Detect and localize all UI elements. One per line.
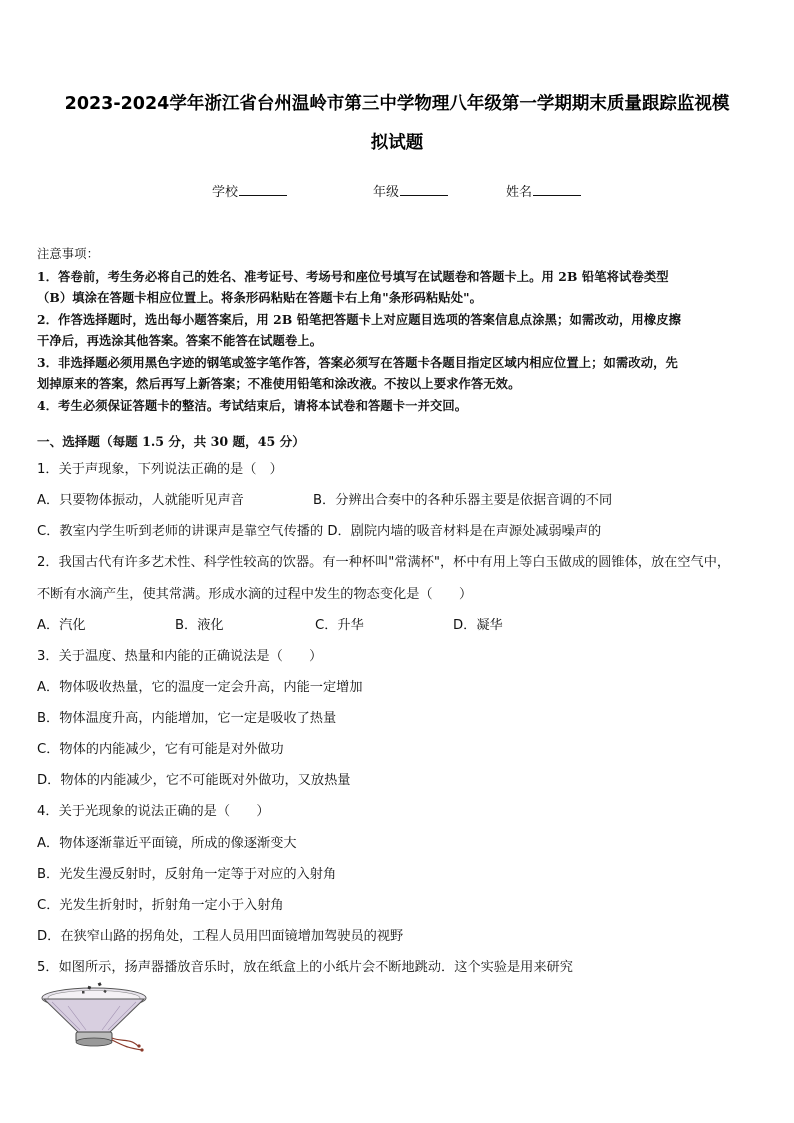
question-3-option-d: D．物体的内能减少，它不可能既对外做功，又放热量 — [37, 773, 351, 788]
speaker-figure — [38, 980, 150, 1056]
notes-block — [37, 244, 757, 416]
question-2-option-b: B．液化 — [175, 618, 224, 633]
question-4-option-b: B．光发生漫反射时，反射角一定等于对应的入射角 — [37, 867, 337, 882]
question-3-stem: 3．关于温度、热量和内能的正确说法是（ ） — [37, 649, 323, 664]
question-3-option-c: C．物体的内能减少，它有可能是对外做功 — [37, 742, 284, 757]
question-1-option-c-d: C．教室内学生听到老师的讲课声是靠空气传播的 D．剧院内墙的吸音材料是在声源处减弱噪声的 — [37, 524, 602, 539]
note-line: 2．作答选择题时，选出每小题答案后，用 2B 铅笔把答题卡上对应题目选项的答案信息点涂黑；如需改动，用橡皮擦 — [37, 311, 682, 327]
question-2-stem-line2: 不断有水滴产生，使其常满。形成水滴的过程中发生的物态变化是（ ） — [37, 587, 473, 602]
question-3-option-b: B．物体温度升高，内能增加，它一定是吸收了热量 — [37, 711, 337, 726]
question-4-stem: 4．关于光现象的说法正确的是（ ） — [37, 804, 270, 819]
name-label: 姓名 — [506, 185, 533, 200]
section-heading: 一、选择题（每题 1.5 分，共 30 题，45 分） — [37, 434, 305, 449]
question-2-option-a: A．汽化 — [37, 618, 86, 633]
question-4-option-c: C．光发生折射时，折射角一定小于入射角 — [37, 898, 284, 913]
question-1-stem: 1．关于声现象，下列说法正确的是（ ） — [37, 462, 283, 477]
question-2-option-d: D．凝华 — [453, 618, 503, 633]
grade-blank[interactable] — [400, 183, 448, 196]
note-line: （B）填涂在答题卡相应位置上。将条形码粘贴在答题卡右上角"条形码粘贴处"。 — [37, 290, 483, 305]
exam-title-line2: 拟试题 — [370, 133, 424, 153]
note-line: 1．答卷前，考生务必将自己的姓名、准考证号、考场号和座位号填写在试题卷和答题卡上。用 2B 铅笔将试卷类型 — [37, 268, 669, 284]
note-line: 干净后，再选涂其他答案。答案不能答在试题卷上。 — [37, 333, 323, 348]
school-field[interactable] — [212, 181, 287, 200]
question-4-option-a: A．物体逐渐靠近平面镜，所成的像逐渐变大 — [37, 836, 297, 851]
question-3-option-a: A．物体吸收热量，它的温度一定会升高，内能一定增加 — [37, 680, 363, 695]
notes-header: 注意事项： — [37, 247, 99, 261]
name-field[interactable] — [506, 181, 581, 200]
name-blank[interactable] — [533, 183, 581, 196]
grade-label: 年级 — [373, 185, 400, 200]
school-label: 学校 — [212, 185, 239, 200]
note-line: 3．非选择题必须用黑色字迹的钢笔或签字笔作答，答案必须写在答题卡各题目指定区域内相应位置上；如需改动，先 — [37, 354, 678, 370]
question-5-stem: 5．如图所示，扬声器播放音乐时，放在纸盒上的小纸片会不断地跳动．这个实验是用来研究 — [37, 960, 573, 975]
school-blank[interactable] — [239, 183, 287, 196]
note-line: 4．考生必须保证答题卡的整洁。考试结束后，请将本试卷和答题卡一并交回。 — [37, 397, 468, 413]
question-1-option-b: B．分辨出合奏中的各种乐器主要是依据音调的不同 — [313, 493, 613, 508]
question-4-option-d: D．在狭窄山路的拐角处，工程人员用凹面镜增加驾驶员的视野 — [37, 929, 404, 944]
question-2-stem-line1: 2．我国古代有许多艺术性、科学性较高的饮器。有一种杯叫"常满杯"，杯中有用上等白玉做成的圆锥体，放在空气中， — [37, 555, 731, 570]
note-line: 划掉原来的答案，然后再写上新答案；不准使用铅笔和涂改液。不按以上要求作答无效。 — [37, 376, 521, 391]
grade-field[interactable] — [373, 181, 448, 200]
question-2-option-c: C．升华 — [315, 618, 364, 633]
exam-title-line1: 2023-2024学年浙江省台州温岭市第三中学物理八年级第一学期期末质量跟踪监视模 — [64, 94, 730, 114]
question-1-option-a: A．只要物体振动，人就能听见声音 — [37, 493, 244, 508]
